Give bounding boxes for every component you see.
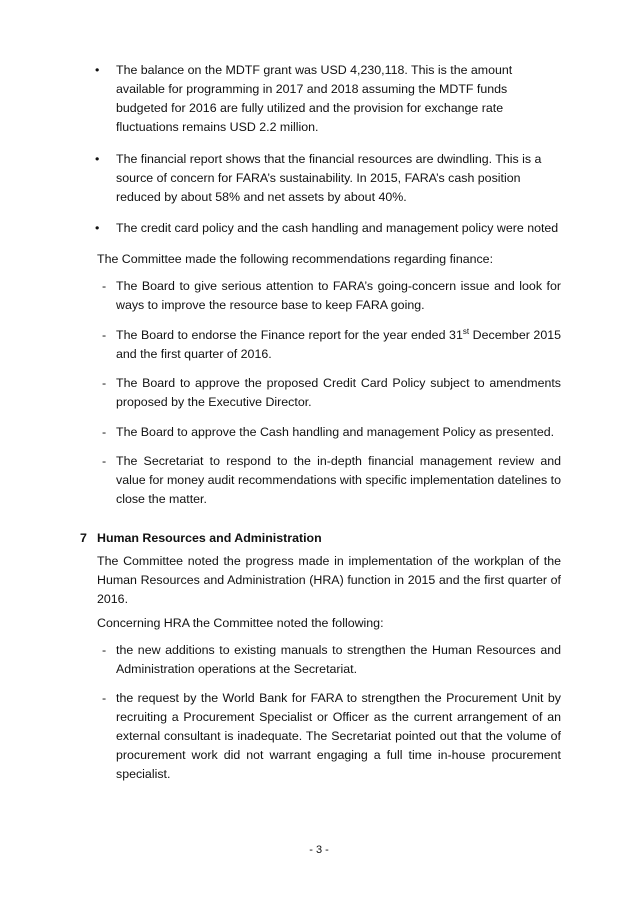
finance-intro: The Committee made the following recommendations regarding finance: bbox=[97, 252, 494, 266]
hra-concerning-intro: Concerning HRA the Committee noted the following: bbox=[97, 616, 384, 630]
bullet-marker: • bbox=[95, 63, 100, 77]
endorse-text-after: December 2015 and the first quarter of 2016. bbox=[116, 328, 562, 361]
dash-marker: - bbox=[102, 376, 107, 390]
finance-rec-credit-card: The Board to approve the proposed Credit Card Policy subject to amendments proposed by the Executive Director. bbox=[116, 376, 561, 409]
finance-rec-going-concern: The Board to give serious attention to FARA’s going-concern issue and look for ways to improve the resource base to keep FARA going. bbox=[116, 279, 561, 312]
bullet-item-financial-report: The financial report shows that the financial resources are dwindling. This is a source of concern for FARA’s sustainability. In 2015, FARA’s cash position reduced by about 58% and net assets by about 40%. bbox=[116, 152, 542, 204]
finance-rec-cash-handling: The Board to approve the Cash handling and management Policy as presented. bbox=[116, 425, 555, 439]
dash-marker: - bbox=[102, 454, 107, 468]
hra-item-procurement: the request by the World Bank for FARA to strengthen the Procurement Unit by recruiting a Procurement Specialist or Officer as the current arrangement of an external consultant is inadequate. The Secretariat pointed out that the volume of procurement work did not warrant engaging a full time in-house procurement specialist. bbox=[116, 691, 561, 781]
dash-marker: - bbox=[102, 425, 107, 439]
finance-rec-secretariat-response: The Secretariat to respond to the in-depth financial management review and value for money audit recommendations with specific implementation datelines to close the matter. bbox=[116, 454, 561, 506]
hra-item-manuals: the new additions to existing manuals to strengthen the Human Resources and Administration operations at the Secretariat. bbox=[116, 643, 561, 676]
dash-marker: - bbox=[102, 691, 107, 705]
dash-marker: - bbox=[102, 328, 107, 342]
bullet-marker: • bbox=[95, 152, 100, 166]
page-number: - 3 - bbox=[309, 844, 329, 856]
section-intro: The Committee noted the progress made in implementation of the workplan of the Human Resources and Administration (HRA) function in 2015 and the first quarter of 2016. bbox=[97, 554, 561, 606]
bullet-item-mdtf-balance: The balance on the MDTF grant was USD 4,230,118. This is the amount available for programming in 2017 and 2018 assuming the MDTF funds budgeted for 2016 are fully utilized and the provision for exchange rate fluctuations remains USD 2.2 million. bbox=[116, 63, 513, 134]
section-number: 7 bbox=[80, 531, 87, 545]
bullet-item-policies-noted: The credit card policy and the cash handling and management policy were noted bbox=[116, 221, 559, 235]
dash-marker: - bbox=[102, 643, 107, 657]
ordinal-suffix: st bbox=[462, 327, 470, 336]
dash-marker: - bbox=[102, 279, 107, 293]
endorse-text-before: The Board to endorse the Finance report for the year ended 31 bbox=[116, 328, 463, 342]
bullet-marker: • bbox=[95, 221, 100, 235]
finance-rec-endorse-report bbox=[116, 326, 561, 364]
section-heading: Human Resources and Administration bbox=[97, 531, 322, 545]
